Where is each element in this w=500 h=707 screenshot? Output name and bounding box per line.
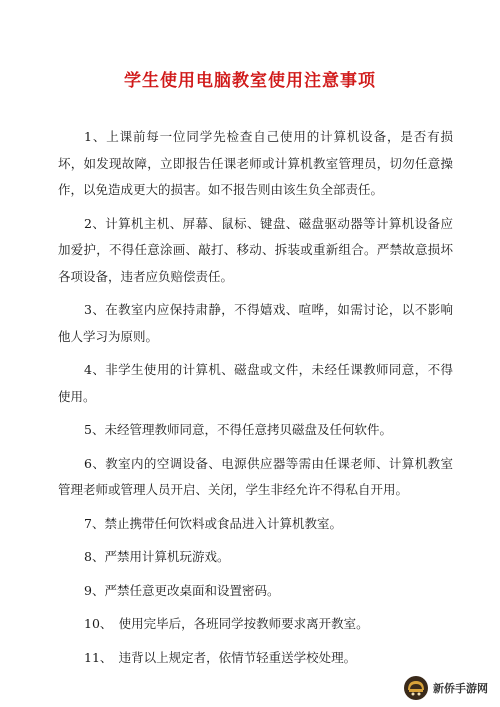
- rule-item: 5、未经管理教师同意，不得任意拷贝磁盘及任何软件。: [84, 422, 392, 437]
- rule-item: 10、 使用完毕后，各班同学按教师要求离开教室。: [84, 616, 369, 631]
- rule-item: 1、上课前每一位同学先检查自己使用的计算机设备，是否有损坏，如发现故障，立即报告任课老师或计算机教室管理员，切勿任意操作，以免造成更大的损害。如不报告则由该生负全部责任。: [58, 129, 453, 197]
- helmet-logo-icon: [403, 675, 429, 701]
- rule-item: 9、严禁任意更改桌面和设置密码。: [84, 582, 280, 598]
- document-title: 学生使用电脑教室使用注意事项: [124, 71, 376, 91]
- rule-item: 11、 违背以上规定者，依情节轻重送学校处理。: [84, 649, 357, 665]
- rule-item: 8、严禁用计算机玩游戏。: [84, 549, 230, 564]
- watermark-text: 新侨手游网: [433, 682, 488, 695]
- rule-item: 4、非学生使用的计算机、磁盘或文件，未经任课教师同意，不得使用。: [58, 362, 453, 404]
- rules-list: [58, 124, 453, 678]
- site-watermark: [399, 673, 492, 703]
- rule-item: 3、在教室内应保持肃静，不得嬉戏、喧哗，如需讨论，以不影响他人学习为原则。: [58, 302, 453, 344]
- rule-item: 7、禁止携带任何饮料或食品进入计算机教室。: [84, 515, 342, 531]
- rule-item: 2、计算机主机、屏幕、鼠标、键盘、磁盘驱动器等计算机设备应加爱护，不得任意涂画、敲打、移动、拆装或重新组合。严禁故意损坏各项设备，违者应负赔偿责任。: [58, 215, 453, 284]
- rule-item: 6、教室内的空调设备、电源供应器等需由任课老师、计算机教室管理老师或管理人员开启、关闭，学生非经允许不得私自开用。: [58, 455, 453, 497]
